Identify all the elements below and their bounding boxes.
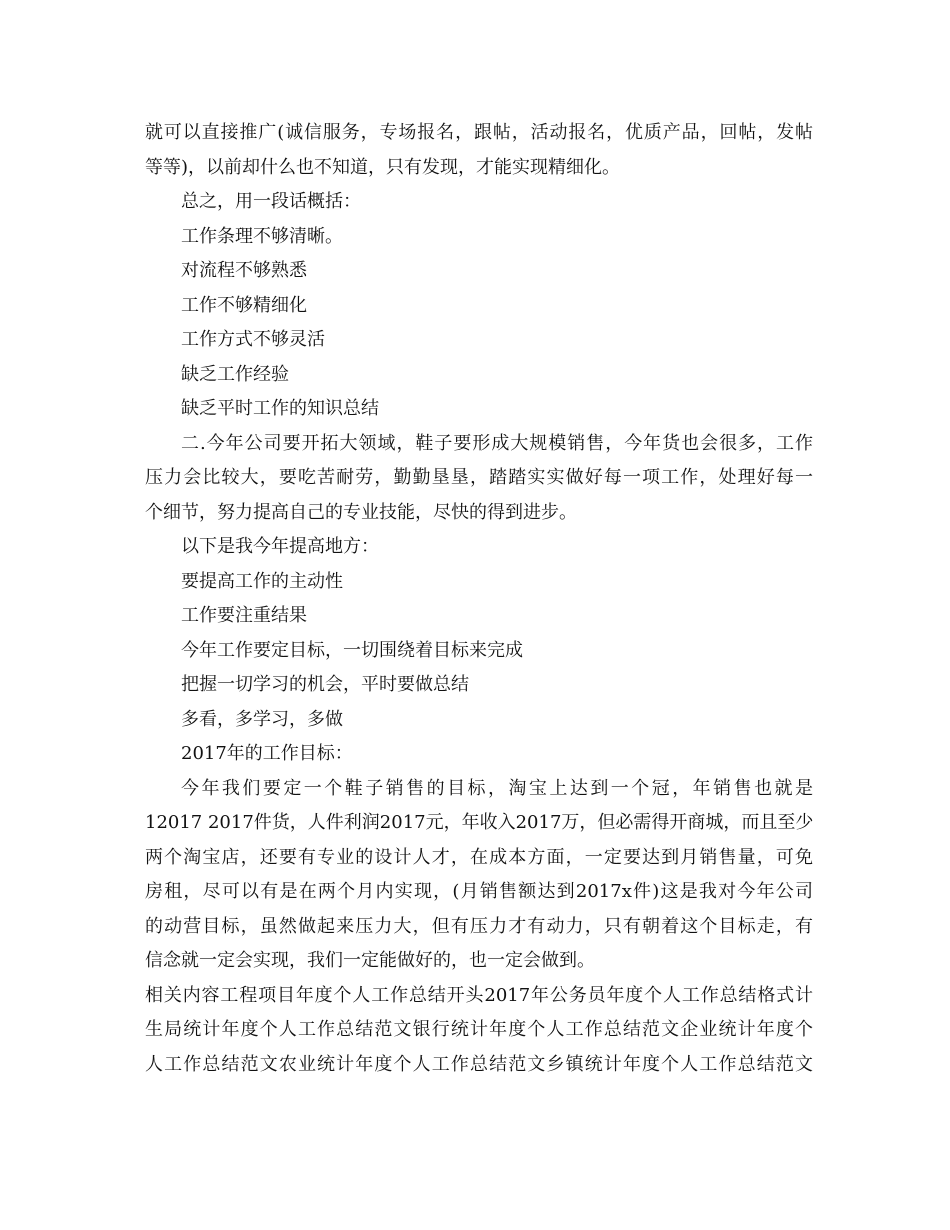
list-item: 多看，多学习，多做	[181, 708, 343, 730]
paragraph-line: 信念就一定会实现，我们一定能做好的，也一定会做到。	[145, 950, 595, 971]
list-item: 工作要注重结果	[181, 605, 307, 626]
paragraph-line: 今年我们要定一个鞋子销售的目标，淘宝上达到一个冠，年销售也就是	[181, 777, 813, 799]
list-item: 工作条理不够清晰。	[181, 225, 343, 247]
goals-heading: 2017年的工作目标：	[181, 743, 353, 764]
paragraph-line: 的动营目标，虽然做起来压力大，但有压力才有动力，只有朝着这个目标走，有	[145, 915, 813, 937]
paragraph-line: 就可以直接推广(诚信服务，专场报名，跟帖，活动报名，优质产品，回帖，发帖	[145, 122, 813, 143]
paragraph-line: 等等)，以前却什么也不知道，只有发现，才能实现精细化。	[145, 156, 621, 178]
list-item: 工作不够精细化	[181, 294, 307, 316]
document-page	[145, 116, 813, 1082]
paragraph-line: 房租，尽可以有是在两个月内实现，(月销售额达到2017x件)这是我对今年公司	[145, 881, 813, 902]
paragraph-line: 压力会比较大，要吃苦耐劳，勤勤垦垦，踏踏实实做好每一项工作，处理好每一	[145, 467, 813, 488]
paragraph-line: 两个淘宝店，还要有专业的设计人才，在成本方面，一定要达到月销售量，可免	[145, 846, 813, 868]
list-item: 今年工作要定目标，一切围绕着目标来完成	[181, 639, 523, 661]
list-item: 缺乏平时工作的知识总结	[181, 398, 379, 419]
list-item: 把握一切学习的机会，平时要做总结	[181, 674, 469, 695]
paragraph-line: 个细节，努力提高自己的专业技能，尽快的得到进步。	[145, 501, 577, 523]
list-item: 对流程不够熟悉	[181, 260, 307, 281]
related-content-line: 相关内容工程项目年度个人工作总结开头2017年公务员年度个人工作总结格式计	[145, 984, 813, 1006]
list-item: 缺乏工作经验	[181, 363, 289, 385]
list-item: 要提高工作的主动性	[181, 570, 343, 592]
list-item: 工作方式不够灵活	[181, 329, 325, 350]
related-content-line: 人工作总结范文农业统计年度个人工作总结范文乡镇统计年度个人工作总结范文	[145, 1053, 813, 1075]
paragraph-line: 二.今年公司要开拓大领域，鞋子要形成大规模销售，今年货也会很多，工作	[181, 432, 813, 454]
improvement-heading: 以下是我今年提高地方：	[181, 536, 379, 557]
related-content-line: 生局统计年度个人工作总结范文银行统计年度个人工作总结范文企业统计年度个	[145, 1019, 813, 1040]
summary-heading: 总之，用一段话概括：	[181, 191, 361, 212]
paragraph-line: 12017 2017件货，人件利润2017元，年收入2017万，但必需得开商城，而且至少	[145, 812, 813, 833]
